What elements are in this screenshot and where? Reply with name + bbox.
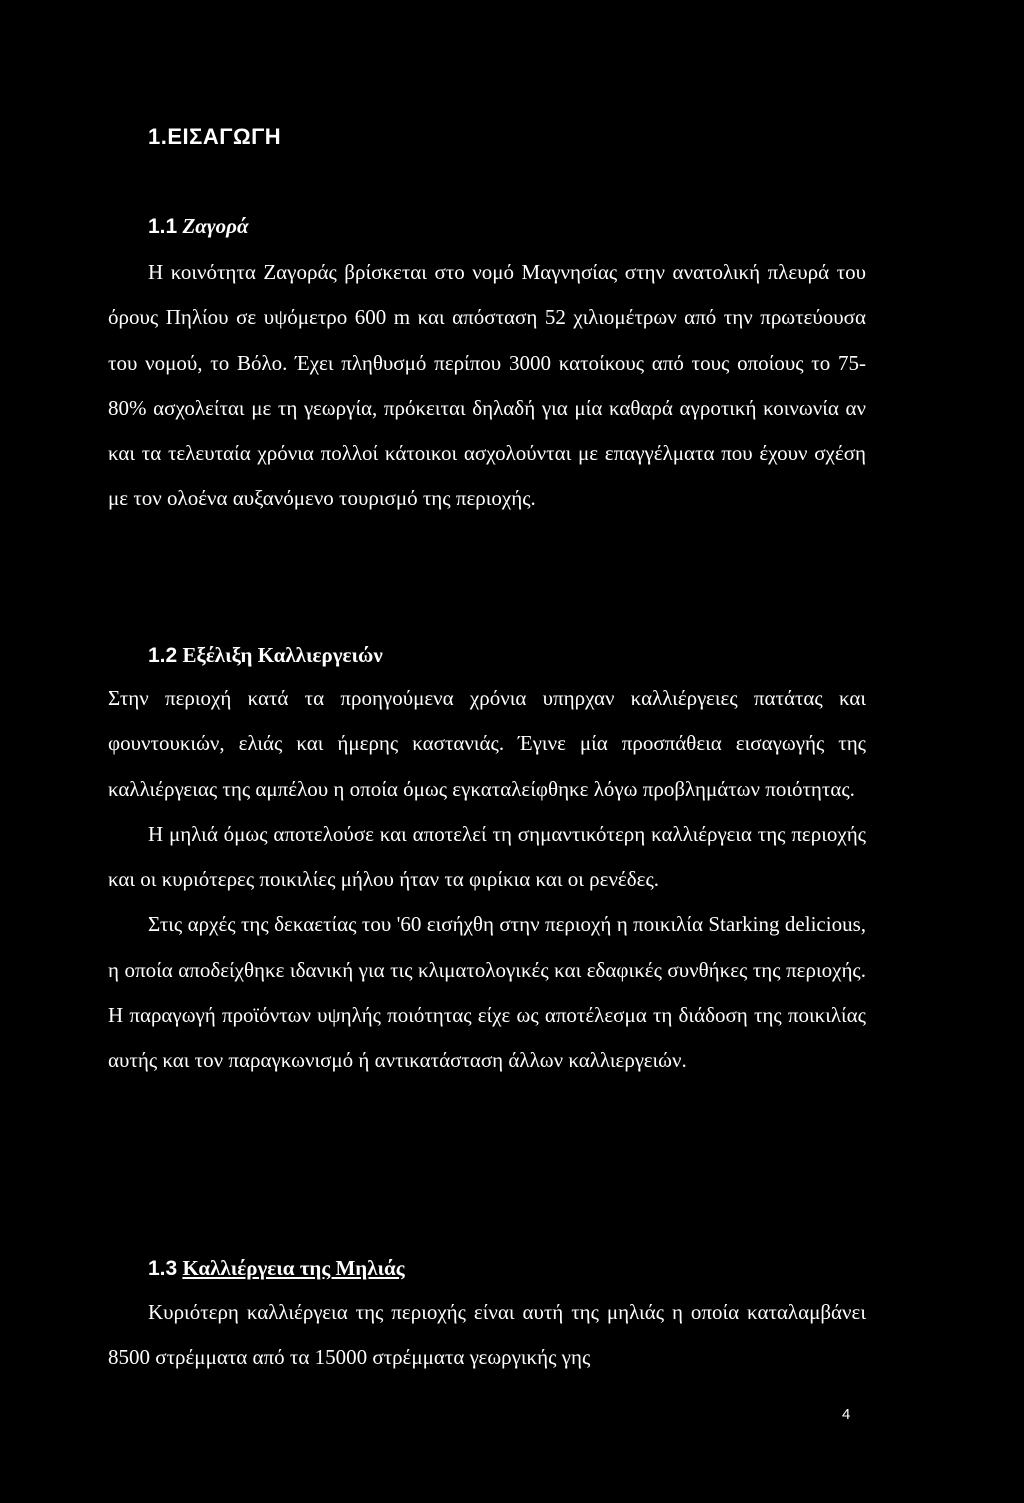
section-crop-evolution [108,640,866,1084]
paragraph: Η μηλιά όμως αποτελούσε και αποτελεί τη σημαντικότερη καλλιέργεια της περιοχής και οι κυριότερες ποικιλίες μήλου ήταν τα φιρίκια και οι ρενέδες. [108,821,866,892]
section-number: 1.1 [148,215,178,238]
section-number: 1.3 [148,1257,178,1280]
section-title: Εξέλιξη Καλλιεργειών [182,643,383,667]
paragraph: Στις αρχές της δεκαετίας του '60 εισήχθη στην περιοχή η ποικιλία Starking delicious, η οποία αποδείχθηκε ιδανική για τις κλιματολογικές και εδαφικές συνθήκες της περιοχής. Η παραγωγή προϊόντων υψηλής ποιότητας είχε ως αποτέλεσμα τη διάδοση της ποικιλίας αυτής και τον παραγκωνισμό ή αντικατάσταση άλλων καλλιεργειών. [108,912,866,1073]
section-heading [148,640,866,671]
chapter-heading: 1.ΕΙΣΑΓΩΓΗ [148,124,282,149]
section-number: 1.2 [148,644,178,667]
section-heading [148,211,866,242]
section-title: Ζαγορά [182,214,249,238]
section-apple-cultivation [108,1253,866,1381]
section-heading [148,1253,866,1284]
paragraph: Στην περιοχή κατά τα προηγούμενα χρόνια υπηρχαν καλλιέργειες πατάτας και φουντουκιών, ελιάς και ήμερης καστανιάς. Έγινε μία προσπάθεια εισαγωγής της καλλιέργειας της αμπέλου η οποία όμως εγκαταλείφθηκε λόγω προβλημάτων ποιότητας. [108,686,866,801]
paragraph: Η κοινότητα Ζαγοράς βρίσκεται στο νομό Μαγνησίας στην ανατολική πλευρά του όρους Πηλίου σε υψόμετρο 600 m και απόσταση 52 χιλιομέτρων από την πρωτεύουσα του νομού, το Βόλο. Έχει πληθυσμό περίπου 3000 κατοίκους από τους οποίους το 75-80% ασχολείται με τη γεωργία, πρόκειται δηλαδή για μία καθαρά αγροτική κοινωνία αν και τα τελευταία χρόνια πολλοί κάτοικοι ασχολούνται με επαγγέλματα που έχουν σχέση με τον ολοένα αυξανόμενο τουρισμό της περιοχής. [108,260,866,511]
paragraph: Κυριότερη καλλιέργεια της περιοχής είναι αυτή της μηλιάς η οποία καταλαμβάνει 8500 στρέμματα από τα 15000 στρέμματα γεωργικής γης [108,1300,866,1370]
page-number: 4 [842,1406,851,1423]
section-title: Καλλιέργεια της Μηλιάς [182,1256,405,1280]
section-zagora [108,211,866,522]
